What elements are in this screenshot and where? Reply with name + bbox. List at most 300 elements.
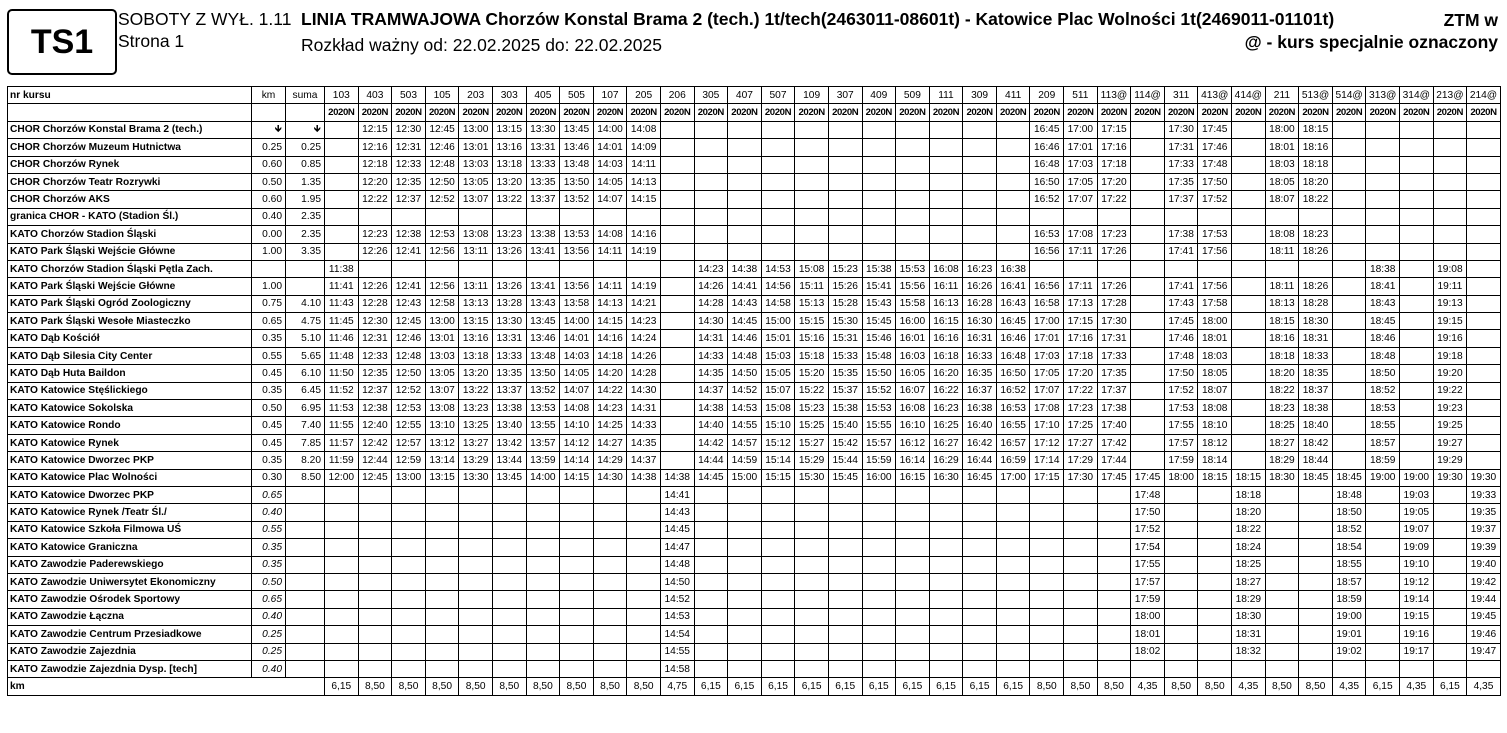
departure-time <box>1433 156 1467 173</box>
departure-time: 13:30 <box>526 121 560 138</box>
stop-name: KATO Katowice Dworzec PKP <box>8 486 252 503</box>
departure-time <box>1131 139 1165 156</box>
departure-time <box>795 608 829 625</box>
departure-time <box>425 660 459 677</box>
departure-time <box>694 521 728 538</box>
stop-name: CHOR Chorzów AKS <box>8 191 252 208</box>
run-number: 407 <box>728 87 762 104</box>
departure-time <box>627 643 661 660</box>
run-code: 2020N <box>560 104 594 121</box>
departure-time <box>1198 660 1232 677</box>
departure-time: 17:53 <box>1164 400 1198 417</box>
departure-time: 12:31 <box>392 139 426 156</box>
departure-time <box>1131 191 1165 208</box>
run-code: 2020N <box>1467 104 1501 121</box>
departure-time: 18:59 <box>1332 591 1366 608</box>
departure-time <box>459 660 493 677</box>
stop-row <box>8 295 1501 312</box>
stop-name: KATO Park Śląski Ogród Zoologiczny <box>8 295 252 312</box>
stop-name: KATO Zawodzie Paderewskiego <box>8 556 252 573</box>
departure-time <box>1467 295 1501 312</box>
run-code: 2020N <box>795 104 829 121</box>
departure-time: 17:22 <box>1097 191 1131 208</box>
departure-time <box>728 626 762 643</box>
departure-time: 14:15 <box>560 469 594 486</box>
departure-time <box>1232 382 1266 399</box>
run-number: 305 <box>694 87 728 104</box>
timetable-grid <box>7 86 1501 696</box>
stop-cumulative-km: 0.25 <box>286 139 325 156</box>
departure-time <box>1164 504 1198 521</box>
stop-cumulative-km: 5.65 <box>286 347 325 364</box>
stop-cumulative-km <box>286 626 325 643</box>
departure-time <box>795 208 829 225</box>
departure-time <box>1366 591 1400 608</box>
departure-time: 13:15 <box>459 313 493 330</box>
departure-time: 14:38 <box>694 400 728 417</box>
departure-time <box>1433 139 1467 156</box>
departure-time: 15:56 <box>896 278 930 295</box>
departure-time <box>358 486 392 503</box>
departure-time: 17:08 <box>1064 226 1098 243</box>
departure-time: 14:01 <box>560 330 594 347</box>
departure-time: 13:35 <box>492 365 526 382</box>
departure-time: 13:43 <box>526 295 560 312</box>
departure-time: 14:31 <box>627 400 661 417</box>
departure-time <box>1131 278 1165 295</box>
departure-time <box>392 660 426 677</box>
departure-time: 17:48 <box>1198 156 1232 173</box>
departure-time <box>828 591 862 608</box>
departure-time <box>761 208 795 225</box>
departure-time: 17:43 <box>1164 295 1198 312</box>
departure-time: 16:11 <box>929 278 963 295</box>
stop-km: 0.35 <box>252 330 286 347</box>
departure-time: 13:08 <box>425 400 459 417</box>
stop-row <box>8 313 1501 330</box>
departure-time: 14:30 <box>593 469 627 486</box>
departure-time: 16:48 <box>1030 156 1064 173</box>
departure-time <box>795 121 829 138</box>
stop-km: 0.75 <box>252 295 286 312</box>
departure-time: 16:53 <box>1030 226 1064 243</box>
departure-time <box>1400 139 1434 156</box>
departure-time: 15:53 <box>896 260 930 277</box>
stop-km: 0.45 <box>252 434 286 451</box>
departure-time <box>1164 556 1198 573</box>
departure-time <box>1433 521 1467 538</box>
departure-time: 18:01 <box>1131 626 1165 643</box>
departure-time: 17:16 <box>1064 330 1098 347</box>
departure-time: 14:33 <box>627 417 661 434</box>
departure-time <box>795 539 829 556</box>
departure-time <box>963 504 997 521</box>
departure-time: 16:38 <box>963 400 997 417</box>
run-length-km: 8,50 <box>1164 678 1198 695</box>
departure-time: 19:20 <box>1433 365 1467 382</box>
stop-row <box>8 121 1501 138</box>
departure-time <box>1265 521 1299 538</box>
departure-time: 18:15 <box>1198 469 1232 486</box>
departure-time: 13:10 <box>425 417 459 434</box>
departure-time <box>862 573 896 590</box>
departure-time <box>963 208 997 225</box>
special-run-legend: @ - kurs specjalnie oznaczony <box>1244 32 1498 52</box>
departure-time: 12:53 <box>425 226 459 243</box>
departure-time <box>358 591 392 608</box>
departure-time <box>526 504 560 521</box>
stop-name: KATO Katowice Rynek /Teatr Śl./ <box>8 504 252 521</box>
departure-time: 17:12 <box>1030 434 1064 451</box>
stop-km: 🡻 <box>252 121 286 138</box>
departure-time <box>1400 660 1434 677</box>
departure-time: 13:25 <box>459 417 493 434</box>
departure-time: 13:11 <box>459 278 493 295</box>
departure-time <box>1232 452 1266 469</box>
departure-time <box>660 139 694 156</box>
departure-time <box>828 243 862 260</box>
departure-time: 17:14 <box>1030 452 1064 469</box>
departure-time <box>1332 243 1366 260</box>
departure-time <box>828 208 862 225</box>
departure-time <box>425 260 459 277</box>
departure-time <box>694 226 728 243</box>
departure-time: 14:11 <box>593 243 627 260</box>
departure-time: 15:23 <box>828 260 862 277</box>
run-code: 2020N <box>1198 104 1232 121</box>
run-length-km: 8,50 <box>627 678 661 695</box>
departure-time: 15:40 <box>828 417 862 434</box>
departure-time <box>459 573 493 590</box>
departure-time: 14:16 <box>593 330 627 347</box>
departure-time: 17:33 <box>1164 156 1198 173</box>
departure-time: 14:57 <box>728 434 762 451</box>
departure-time <box>1400 330 1434 347</box>
departure-time <box>828 573 862 590</box>
departure-time <box>1400 226 1434 243</box>
departure-time: 14:11 <box>627 156 661 173</box>
departure-time: 11:46 <box>325 330 359 347</box>
departure-time: 18:25 <box>1232 556 1266 573</box>
run-number: 503 <box>392 87 426 104</box>
departure-time: 17:57 <box>1131 573 1165 590</box>
departure-time: 13:46 <box>560 139 594 156</box>
departure-time: 13:33 <box>492 347 526 364</box>
departure-time <box>560 486 594 503</box>
departure-time: 11:45 <box>325 313 359 330</box>
departure-time: 18:10 <box>1198 417 1232 434</box>
departure-time <box>1265 608 1299 625</box>
departure-time <box>728 521 762 538</box>
stop-row <box>8 591 1501 608</box>
departure-time <box>1164 260 1198 277</box>
stop-km: 1.00 <box>252 278 286 295</box>
departure-time <box>1299 591 1333 608</box>
departure-time <box>1131 434 1165 451</box>
stop-km: 0.45 <box>252 417 286 434</box>
stop-cumulative-km <box>286 660 325 677</box>
departure-time: 17:27 <box>1064 434 1098 451</box>
stop-name: CHOR Chorzów Rynek <box>8 156 252 173</box>
departure-time: 17:20 <box>1064 365 1098 382</box>
departure-time <box>1232 295 1266 312</box>
line-code-badge: TS1 <box>7 9 117 75</box>
departure-time: 15:57 <box>862 434 896 451</box>
departure-time: 13:56 <box>560 243 594 260</box>
departure-time <box>761 504 795 521</box>
departure-time <box>526 260 560 277</box>
departure-time: 18:15 <box>1265 313 1299 330</box>
departure-time <box>1097 643 1131 660</box>
departure-time <box>459 626 493 643</box>
departure-time <box>862 226 896 243</box>
departure-time <box>593 608 627 625</box>
departure-time <box>828 539 862 556</box>
departure-time: 15:12 <box>761 434 795 451</box>
departure-time <box>1097 556 1131 573</box>
departure-time: 19:00 <box>1332 608 1366 625</box>
departure-time: 13:45 <box>526 313 560 330</box>
departure-time: 17:41 <box>1164 243 1198 260</box>
departure-time <box>929 504 963 521</box>
stop-name: CHOR Chorzów Konstal Brama 2 (tech.) <box>8 121 252 138</box>
departure-time <box>761 573 795 590</box>
departure-time <box>1433 504 1467 521</box>
departure-time <box>1366 626 1400 643</box>
departure-time <box>593 208 627 225</box>
departure-time: 12:41 <box>392 243 426 260</box>
departure-time: 13:31 <box>526 139 560 156</box>
departure-time <box>1366 556 1400 573</box>
departure-time <box>795 573 829 590</box>
run-code: 2020N <box>1433 104 1467 121</box>
departure-time <box>1467 226 1501 243</box>
departure-time <box>929 608 963 625</box>
departure-time: 18:44 <box>1299 452 1333 469</box>
run-code: 2020N <box>492 104 526 121</box>
departure-time <box>963 591 997 608</box>
departure-time: 13:46 <box>526 330 560 347</box>
departure-time <box>358 556 392 573</box>
departure-time <box>996 486 1030 503</box>
departure-time: 14:43 <box>728 295 762 312</box>
stop-km: 0.40 <box>252 660 286 677</box>
departure-time <box>929 591 963 608</box>
departure-time: 17:11 <box>1064 278 1098 295</box>
departure-time: 12:56 <box>425 278 459 295</box>
departure-time: 16:46 <box>1030 139 1064 156</box>
departure-time <box>1030 643 1064 660</box>
departure-time <box>761 643 795 660</box>
departure-time: 18:03 <box>1265 156 1299 173</box>
departure-time: 19:09 <box>1400 539 1434 556</box>
departure-time <box>1299 626 1333 643</box>
departure-time <box>929 156 963 173</box>
departure-time <box>1332 400 1366 417</box>
departure-time: 11:48 <box>325 347 359 364</box>
departure-time <box>1064 608 1098 625</box>
departure-time <box>492 643 526 660</box>
departure-time <box>1332 313 1366 330</box>
departure-time <box>660 365 694 382</box>
departure-time: 18:08 <box>1265 226 1299 243</box>
departure-time: 15:30 <box>795 469 829 486</box>
stop-cumulative-km: 2.35 <box>286 208 325 225</box>
departure-time <box>761 521 795 538</box>
departure-time: 14:41 <box>660 486 694 503</box>
departure-time: 15:37 <box>828 382 862 399</box>
departure-time: 12:43 <box>392 295 426 312</box>
departure-time <box>1299 608 1333 625</box>
departure-time <box>1467 347 1501 364</box>
departure-time: 17:10 <box>1030 417 1064 434</box>
stop-cumulative-km <box>286 643 325 660</box>
departure-time: 18:01 <box>1198 330 1232 347</box>
departure-time: 12:48 <box>392 347 426 364</box>
run-code: 2020N <box>862 104 896 121</box>
departure-time: 19:02 <box>1332 643 1366 660</box>
departure-time: 17:37 <box>1164 191 1198 208</box>
departure-time <box>728 173 762 190</box>
departure-time <box>560 208 594 225</box>
departure-time <box>828 191 862 208</box>
departure-time <box>1366 156 1400 173</box>
departure-time: 13:16 <box>459 330 493 347</box>
departure-time <box>1131 452 1165 469</box>
stop-row <box>8 243 1501 260</box>
departure-time: 14:13 <box>593 295 627 312</box>
departure-time: 17:01 <box>1064 139 1098 156</box>
run-length-km: 8,50 <box>1064 678 1098 695</box>
departure-time <box>963 608 997 625</box>
departure-time: 17:50 <box>1198 173 1232 190</box>
departure-time: 16:35 <box>963 365 997 382</box>
run-number: 311 <box>1164 87 1198 104</box>
departure-time: 13:44 <box>492 452 526 469</box>
run-length-km: 6,15 <box>896 678 930 695</box>
departure-time <box>593 539 627 556</box>
departure-time <box>1467 365 1501 382</box>
departure-time <box>627 521 661 538</box>
departure-time <box>694 243 728 260</box>
departure-time <box>358 608 392 625</box>
stop-cumulative-km <box>286 260 325 277</box>
departure-time <box>1299 573 1333 590</box>
departure-time <box>1232 434 1266 451</box>
departure-time <box>1232 226 1266 243</box>
departure-time: 14:35 <box>627 434 661 451</box>
run-code: 2020N <box>761 104 795 121</box>
departure-time <box>1332 382 1366 399</box>
departure-time: 17:16 <box>1097 139 1131 156</box>
departure-time <box>526 521 560 538</box>
departure-time: 17:23 <box>1097 226 1131 243</box>
departure-time: 16:37 <box>963 382 997 399</box>
departure-time: 14:55 <box>660 643 694 660</box>
departure-time: 13:30 <box>459 469 493 486</box>
departure-time: 17:15 <box>1097 121 1131 138</box>
departure-time: 17:45 <box>1097 469 1131 486</box>
departure-time <box>963 173 997 190</box>
departure-time <box>660 417 694 434</box>
departure-time <box>694 486 728 503</box>
departure-time <box>459 556 493 573</box>
departure-time <box>325 504 359 521</box>
departure-time: 14:43 <box>660 504 694 521</box>
departure-time: 16:43 <box>996 295 1030 312</box>
departure-time: 18:12 <box>1198 434 1232 451</box>
departure-time: 17:00 <box>996 469 1030 486</box>
departure-time: 14:15 <box>627 191 661 208</box>
departure-time: 17:56 <box>1198 243 1232 260</box>
run-length-km: 8,50 <box>560 678 594 695</box>
departure-time <box>728 486 762 503</box>
departure-time: 17:53 <box>1198 226 1232 243</box>
departure-time: 18:07 <box>1198 382 1232 399</box>
run-code: 2020N <box>728 104 762 121</box>
departure-time: 19:12 <box>1400 573 1434 590</box>
stop-km: 0.65 <box>252 486 286 503</box>
stop-name: KATO Dąb Huta Baildon <box>8 365 252 382</box>
departure-time <box>627 591 661 608</box>
departure-time <box>761 591 795 608</box>
departure-time <box>1164 608 1198 625</box>
departure-time: 15:11 <box>795 278 829 295</box>
departure-time <box>761 139 795 156</box>
departure-time <box>425 504 459 521</box>
departure-time: 14:09 <box>627 139 661 156</box>
departure-time <box>492 208 526 225</box>
departure-time <box>325 191 359 208</box>
departure-time <box>1030 626 1064 643</box>
departure-time <box>1265 486 1299 503</box>
stop-cumulative-km: 8.20 <box>286 452 325 469</box>
departure-time <box>963 156 997 173</box>
departure-time: 13:20 <box>459 365 493 382</box>
stop-km <box>252 260 286 277</box>
header-run-label: nr kursu <box>8 87 252 104</box>
departure-time <box>560 643 594 660</box>
departure-time <box>963 643 997 660</box>
departure-time <box>862 539 896 556</box>
departure-time: 16:00 <box>862 469 896 486</box>
departure-time: 14:27 <box>593 434 627 451</box>
departure-time: 14:19 <box>627 243 661 260</box>
departure-time <box>660 278 694 295</box>
departure-time: 17:31 <box>1164 139 1198 156</box>
departure-time: 16:59 <box>996 452 1030 469</box>
departure-time: 13:22 <box>492 191 526 208</box>
departure-time <box>896 173 930 190</box>
departure-time <box>1097 539 1131 556</box>
departure-time: 13:40 <box>492 417 526 434</box>
run-number: 211 <box>1265 87 1299 104</box>
run-length-km: 8,50 <box>425 678 459 695</box>
departure-time <box>1232 400 1266 417</box>
stop-row <box>8 521 1501 538</box>
departure-time <box>896 486 930 503</box>
departure-time: 16:41 <box>996 278 1030 295</box>
departure-time: 18:22 <box>1232 521 1266 538</box>
departure-time: 15:10 <box>761 417 795 434</box>
departure-time: 17:11 <box>1064 243 1098 260</box>
departure-time <box>728 556 762 573</box>
departure-time: 13:52 <box>526 382 560 399</box>
departure-time: 12:45 <box>392 313 426 330</box>
run-number: 411 <box>996 87 1030 104</box>
departure-time: 16:46 <box>996 330 1030 347</box>
departure-time: 18:25 <box>1265 417 1299 434</box>
